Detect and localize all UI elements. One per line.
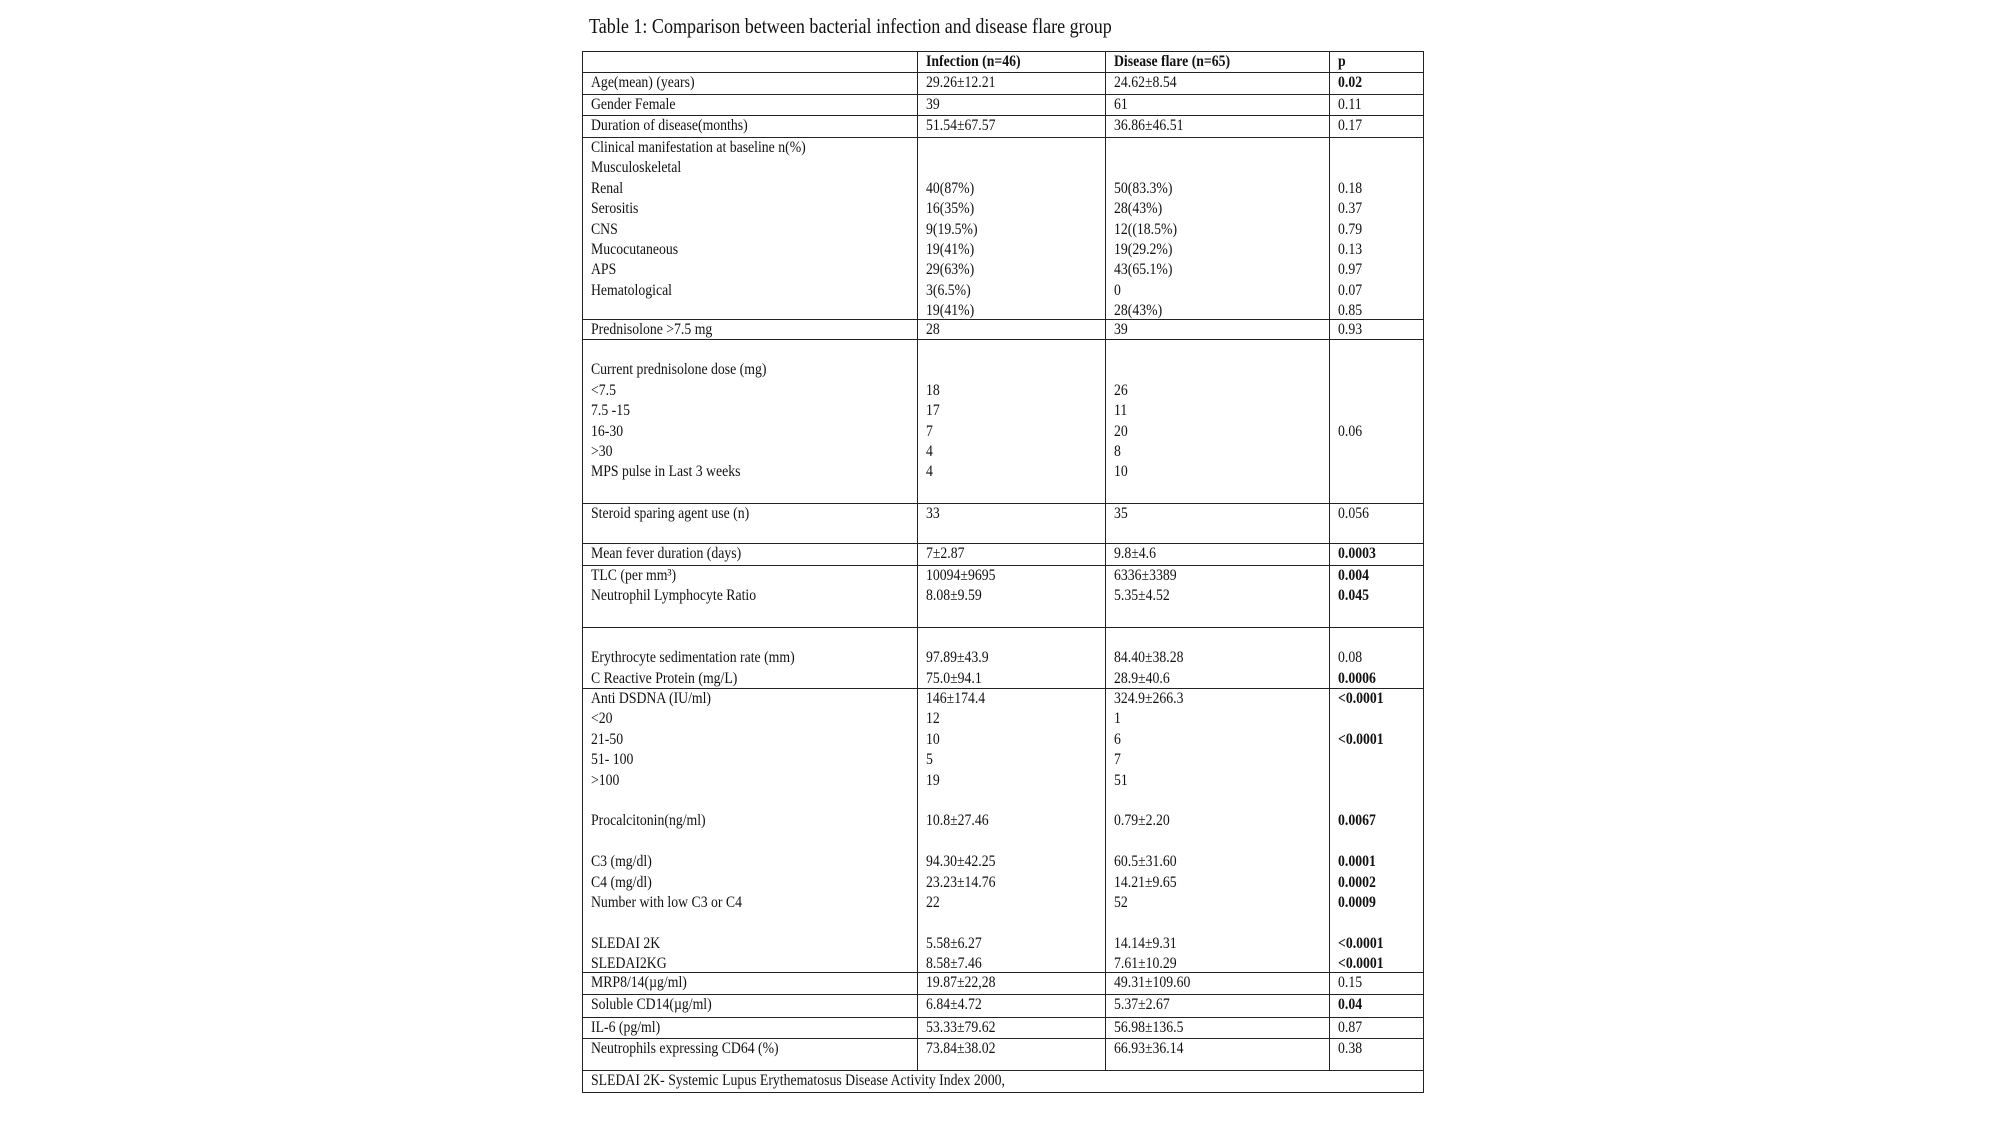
table-cell-line: 14.21±9.65	[1114, 873, 1177, 891]
table-cell-line: SLEDAI2KG	[591, 955, 667, 972]
table-cell-line: 0.18	[1338, 179, 1363, 197]
table-footnote: SLEDAI 2K- Systemic Lupus Erythematosus Disease Activity Index 2000,	[591, 1072, 1005, 1089]
table-cell-line: 53.33±79.62	[926, 1019, 996, 1036]
cell-disease-flare	[1106, 1039, 1330, 1070]
cell-infection	[918, 1018, 1106, 1038]
cell-label	[583, 566, 918, 627]
table-cell-line: 8.08±9.59	[926, 587, 982, 605]
table-cell-line: MRP8/14(µg/ml)	[591, 974, 687, 991]
table-cell-line: 0.37	[1338, 200, 1363, 218]
table-cell-line	[1338, 832, 1411, 852]
cell-infection	[918, 138, 1106, 319]
cell-p-value	[1330, 138, 1423, 319]
cell-disease-flare	[1106, 544, 1330, 565]
table-cell-line	[1114, 913, 1299, 933]
table-row-group	[583, 503, 1423, 543]
cell-infection	[918, 689, 1106, 972]
table-cell-line: CNS	[591, 220, 618, 238]
table-cell-line: 1	[1114, 710, 1121, 728]
table-cell-line: 9(19.5%)	[926, 220, 978, 238]
table-cell-line: 6336±3389	[1114, 567, 1177, 584]
cell-label	[583, 1018, 918, 1038]
cell-label	[583, 320, 918, 339]
table-cell-line: Erythrocyte sedimentation rate (mm)	[591, 649, 795, 667]
table-cell-line: Steroid sparing agent use (n)	[591, 505, 750, 522]
cell-label	[583, 995, 918, 1017]
cell-infection	[918, 73, 1106, 94]
table-cell-line: 28(43%)	[1114, 200, 1163, 218]
cell-disease-flare	[1106, 995, 1330, 1017]
table-cell-line: 6	[1114, 730, 1121, 748]
cell-infection	[918, 320, 1106, 339]
table-cell-line: 7	[926, 422, 933, 440]
cell-p-value	[1330, 544, 1423, 565]
cell-infection	[918, 973, 1106, 994]
table-cell-line	[591, 913, 871, 933]
table-cell-line: 12	[926, 710, 940, 728]
table-cell-line	[926, 832, 1080, 852]
table-cell-line: 29(63%)	[926, 261, 975, 279]
table-row-group	[583, 137, 1423, 319]
table-cell-line: 4	[926, 463, 933, 481]
table-cell-line: <20	[591, 710, 613, 728]
table-cell-line: Procalcitonin(ng/ml)	[591, 812, 706, 830]
table-cell-line: <7.5	[591, 381, 616, 399]
table-cell-line: 0.13	[1338, 240, 1363, 258]
table-cell-line: Serositis	[591, 200, 639, 218]
table-cell-line: 39	[1114, 321, 1128, 338]
table-cell-line: 0.02	[1338, 74, 1363, 91]
cell-label	[583, 973, 918, 994]
cell-disease-flare	[1106, 116, 1330, 137]
table-cell-line: 16(35%)	[926, 200, 975, 218]
cell-infection	[918, 340, 1106, 503]
cell-label	[583, 1039, 918, 1070]
table-cell-line: 7±2.87	[926, 545, 965, 562]
table-cell-line: Clinical manifestation at baseline n(%)	[591, 139, 806, 156]
cell-p-value	[1330, 973, 1423, 994]
cell-infection	[918, 566, 1106, 627]
table-row-group	[583, 1017, 1423, 1038]
table-cell-line: 24.62±8.54	[1114, 74, 1177, 91]
table-cell-line: 49.31±109.60	[1114, 974, 1191, 991]
cell-disease-flare	[1106, 73, 1330, 94]
table-cell-line: Neutrophil Lymphocyte Ratio	[591, 587, 757, 605]
table-cell-line: 8	[1114, 442, 1121, 460]
table-cell-line	[926, 138, 1080, 158]
table-cell-line	[1338, 709, 1411, 729]
table-cell-line: 21-50	[591, 730, 624, 748]
table-cell-line: 39	[926, 96, 940, 113]
cell-infection	[918, 544, 1106, 565]
cell-disease-flare	[1106, 138, 1330, 319]
table-cell-line: Prednisolone >7.5 mg	[591, 321, 713, 338]
cell-p-value	[1330, 504, 1423, 543]
table-cell-line: 0.79±2.20	[1114, 812, 1170, 830]
table-cell-line	[1114, 158, 1299, 178]
cell-disease-flare	[1106, 628, 1330, 688]
cell-p-value	[1330, 689, 1423, 972]
table-cell-line: 29.26±12.21	[926, 74, 996, 91]
table-cell-line: Anti DSDNA (IU/ml)	[591, 690, 712, 707]
table-cell-line: MPS pulse in Last 3 weeks	[591, 463, 741, 481]
table-row-group	[583, 1038, 1423, 1070]
table-cell-line: <0.0001	[1338, 690, 1384, 707]
table-cell-line: Soluble CD14(µg/ml)	[591, 996, 712, 1013]
table-cell-line: 0.0067	[1338, 812, 1376, 830]
table-cell-line: 5.58±6.27	[926, 934, 982, 952]
table-cell-line	[1338, 750, 1411, 770]
table-row-group	[583, 565, 1423, 627]
cell-disease-flare	[1106, 320, 1330, 339]
header-cell-disease-flare: Disease flare (n=65)	[1106, 52, 1330, 72]
cell-label	[583, 73, 918, 94]
table-cell-line: 9.8±4.6	[1114, 545, 1156, 562]
table-cell-line: TLC (per mm³)	[591, 567, 677, 584]
table-cell-line: 0.04	[1338, 996, 1363, 1013]
table-cell-line	[1338, 381, 1411, 401]
table-cell-line: 0.0009	[1338, 893, 1376, 911]
table-cell-line	[926, 360, 1080, 380]
cell-infection	[918, 995, 1106, 1017]
table-cell-line: 52	[1114, 893, 1128, 911]
table-row-group	[583, 627, 1423, 688]
table-cell-line: 0.0003	[1338, 545, 1376, 562]
table-cell-line	[1338, 138, 1411, 158]
table-cell-line: 0.15	[1338, 974, 1363, 991]
cell-p-value	[1330, 116, 1423, 137]
cell-p-value	[1330, 566, 1423, 627]
table-cell-line: <0.0001	[1338, 730, 1384, 748]
table-cell-line: 19(41%)	[926, 302, 975, 319]
table-cell-line: 10	[926, 730, 940, 748]
table-cell-line: 0	[1114, 281, 1121, 299]
table-row-group	[583, 94, 1423, 115]
table-cell-line: 0.004	[1338, 567, 1369, 584]
table-cell-line: 50(83.3%)	[1114, 179, 1173, 197]
table-cell-line	[1114, 138, 1299, 158]
table-cell-line: 84.40±38.28	[1114, 649, 1184, 667]
cell-p-value	[1330, 320, 1423, 339]
cell-label	[583, 689, 918, 972]
cell-disease-flare	[1106, 1018, 1330, 1038]
table-cell-line: 0.85	[1338, 302, 1363, 319]
table-cell-line: C3 (mg/dl)	[591, 853, 652, 871]
cell-label	[583, 95, 918, 115]
table-row-group	[583, 994, 1423, 1017]
table-cell-line: 10094±9695	[926, 567, 996, 584]
cell-p-value	[1330, 628, 1423, 688]
cell-p-value	[1330, 95, 1423, 115]
table-cell-line	[1338, 158, 1411, 178]
table-cell-line: 0.11	[1338, 96, 1362, 113]
table-cell-line: 0.06	[1338, 422, 1363, 440]
table-cell-line: Age(mean) (years)	[591, 74, 695, 91]
table-cell-line: 5.37±2.67	[1114, 996, 1170, 1013]
header-cell-infection: Infection (n=46)	[918, 52, 1106, 72]
table-cell-line	[926, 913, 1080, 933]
table-cell-line: 75.0±94.1	[926, 669, 982, 687]
cell-infection	[918, 95, 1106, 115]
cell-disease-flare	[1106, 973, 1330, 994]
cell-p-value	[1330, 1039, 1423, 1070]
comparison-table	[582, 51, 1424, 1093]
table-cell-line: 0.17	[1338, 117, 1363, 134]
table-cell-line: 61	[1114, 96, 1128, 113]
cell-p-value	[1330, 73, 1423, 94]
table-cell-line	[1338, 360, 1411, 380]
table-cell-line: 73.84±38.02	[926, 1040, 996, 1057]
table-row-group	[583, 972, 1423, 994]
table-cell-line: SLEDAI 2K	[591, 934, 661, 952]
table-cell-line: Mean fever duration (days)	[591, 545, 742, 562]
table-row-group	[583, 319, 1423, 339]
table-header-row	[583, 52, 1423, 72]
table-cell-line: Number with low C3 or C4	[591, 893, 742, 911]
table-cell-line: 94.30±42.25	[926, 853, 996, 871]
table-cell-line: 6.84±4.72	[926, 996, 982, 1013]
table-cell-line	[591, 301, 871, 319]
table-row-group	[583, 115, 1423, 137]
cell-p-value	[1330, 995, 1423, 1017]
table-cell-line: 43(65.1%)	[1114, 261, 1173, 279]
table-cell-line: Duration of disease(months)	[591, 117, 748, 134]
table-cell-line: 51- 100	[591, 751, 634, 769]
table-cell-line: Hematological	[591, 281, 673, 299]
cell-label	[583, 116, 918, 137]
table-row-group	[583, 339, 1423, 503]
table-cell-line: 60.5±31.60	[1114, 853, 1177, 871]
table-cell-line: IL-6 (pg/ml)	[591, 1019, 661, 1036]
table-cell-line: 40(87%)	[926, 179, 975, 197]
table-cell-line	[1338, 442, 1411, 462]
table-cell-line: 19(41%)	[926, 240, 975, 258]
table-row-group	[583, 72, 1423, 94]
table-cell-line: 0.87	[1338, 1019, 1363, 1036]
table-cell-line: 3(6.5%)	[926, 281, 971, 299]
table-cell-line: >100	[591, 771, 620, 789]
table-cell-line	[1338, 913, 1411, 933]
table-cell-line: 36.86±46.51	[1114, 117, 1184, 134]
table-cell-line: 33	[926, 505, 940, 522]
table-cell-line: 7	[1114, 751, 1121, 769]
table-cell-line: 23.23±14.76	[926, 873, 996, 891]
cell-disease-flare	[1106, 689, 1330, 972]
table-cell-line: 14.14±9.31	[1114, 934, 1177, 952]
cell-label	[583, 504, 918, 543]
table-cell-line	[1338, 791, 1411, 811]
table-cell-line: 7.61±10.29	[1114, 955, 1177, 972]
table-cell-line	[1338, 771, 1411, 791]
table-cell-line: 0.38	[1338, 1040, 1363, 1057]
table-cell-line: >30	[591, 442, 613, 460]
cell-label	[583, 340, 918, 503]
table-title: Table 1: Comparison between bacterial infection and disease flare group	[589, 14, 1112, 38]
table-cell-line: 0.93	[1338, 321, 1363, 338]
table-cell-line: 12((18.5%)	[1114, 220, 1178, 238]
cell-label	[583, 544, 918, 565]
cell-infection	[918, 1039, 1106, 1070]
table-cell-line	[1114, 791, 1299, 811]
header-cell-label	[583, 52, 918, 72]
table-cell-line: 10.8±27.46	[926, 812, 989, 830]
table-cell-line: 17	[926, 402, 940, 420]
table-cell-line: 22	[926, 893, 940, 911]
table-cell-line: 0.07	[1338, 281, 1363, 299]
table-cell-line: 0.0001	[1338, 853, 1376, 871]
table-cell-line: 0.045	[1338, 587, 1369, 605]
table-cell-line: 19.87±22,28	[926, 974, 996, 991]
table-cell-line	[926, 791, 1080, 811]
table-cell-line: 0.97	[1338, 261, 1363, 279]
table-cell-line: 28(43%)	[1114, 302, 1163, 319]
table-cell-line: <0.0001	[1338, 955, 1384, 972]
cell-p-value	[1330, 1018, 1423, 1038]
table-cell-line	[1114, 832, 1299, 852]
table-cell-line: 56.98±136.5	[1114, 1019, 1184, 1036]
table-cell-line: C Reactive Protein (mg/L)	[591, 669, 738, 687]
table-row-group	[583, 688, 1423, 972]
cell-infection	[918, 116, 1106, 137]
table-cell-line	[1114, 360, 1299, 380]
table-cell-line: 16-30	[591, 422, 624, 440]
table-cell-line: 324.9±266.3	[1114, 690, 1184, 707]
cell-infection	[918, 628, 1106, 688]
table-cell-line: Musculoskeletal	[591, 159, 682, 177]
table-cell-line: Gender Female	[591, 96, 676, 113]
table-cell-line: 5.35±4.52	[1114, 587, 1170, 605]
table-cell-line: 97.89±43.9	[926, 649, 989, 667]
table-cell-line: 28.9±40.6	[1114, 669, 1170, 687]
table-cell-line: Current prednisolone dose (mg)	[591, 361, 767, 379]
table-cell-line: 28	[926, 321, 940, 338]
table-cell-line	[591, 791, 871, 811]
table-cell-line: 51.54±67.57	[926, 117, 996, 134]
table-row-group	[583, 543, 1423, 565]
table-cell-line: 0.0006	[1338, 669, 1376, 687]
cell-label	[583, 138, 918, 319]
cell-infection	[918, 504, 1106, 543]
table-cell-line: 18	[926, 381, 940, 399]
cell-disease-flare	[1106, 340, 1330, 503]
table-cell-line: 0.79	[1338, 220, 1363, 238]
cell-label	[583, 628, 918, 688]
table-cell-line: Neutrophils expressing CD64 (%)	[591, 1040, 779, 1057]
cell-disease-flare	[1106, 566, 1330, 627]
table-cell-line: 0.056	[1338, 505, 1369, 522]
cell-p-value	[1330, 340, 1423, 503]
table-cell-line	[926, 158, 1080, 178]
table-cell-line: 26	[1114, 381, 1128, 399]
table-cell-line	[1338, 401, 1411, 421]
table-cell-line: 0.08	[1338, 649, 1363, 667]
header-cell-p: p	[1338, 53, 1346, 70]
table-cell-line	[1338, 462, 1411, 482]
table-cell-line: APS	[591, 261, 617, 279]
table-cell-line: 20	[1114, 422, 1128, 440]
table-cell-line: 66.93±36.14	[1114, 1040, 1184, 1057]
cell-disease-flare	[1106, 504, 1330, 543]
table-cell-line: 146±174.4	[926, 690, 986, 707]
table-cell-line: 7.5 -15	[591, 402, 630, 420]
table-footnote-row	[583, 1070, 1423, 1092]
table-cell-line: Mucocutaneous	[591, 240, 679, 258]
table-cell-line: 11	[1114, 402, 1128, 420]
table-cell-line	[591, 832, 871, 852]
table-cell-line: <0.0001	[1338, 934, 1384, 952]
table-cell-line: 8.58±7.46	[926, 955, 982, 972]
table-cell-line: 35	[1114, 505, 1128, 522]
table-cell-line: 0.0002	[1338, 873, 1376, 891]
table-cell-line: Renal	[591, 179, 624, 197]
table-cell-line: 4	[926, 442, 933, 460]
cell-disease-flare	[1106, 95, 1330, 115]
table-cell-line: 19(29.2%)	[1114, 240, 1173, 258]
table-cell-line: 19	[926, 771, 940, 789]
table-cell-line: 5	[926, 751, 933, 769]
table-cell-line: 51	[1114, 771, 1128, 789]
table-cell-line: C4 (mg/dl)	[591, 873, 652, 891]
table-cell-line: 10	[1114, 463, 1128, 481]
